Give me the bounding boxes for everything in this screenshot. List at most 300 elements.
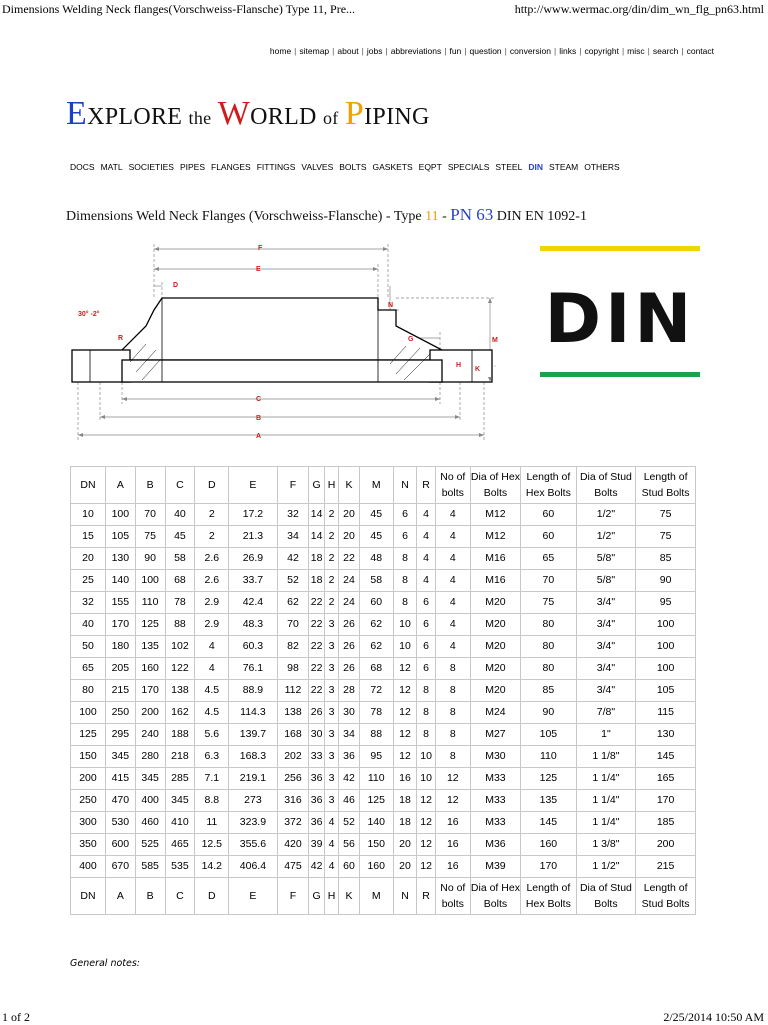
table-cell: 45 bbox=[165, 526, 195, 548]
column-header-b: B bbox=[135, 467, 165, 504]
table-cell: 400 bbox=[135, 790, 165, 812]
table-cell: 323.9 bbox=[229, 812, 277, 834]
table-cell: 52 bbox=[277, 570, 309, 592]
table-cell: 20 bbox=[71, 548, 106, 570]
column-footer-length-of-stud-bolts: Length of Stud Bolts bbox=[636, 878, 696, 915]
table-cell: 2.6 bbox=[195, 570, 229, 592]
table-cell: 70 bbox=[521, 570, 577, 592]
table-cell: 1/2" bbox=[576, 526, 636, 548]
catnav-bolts[interactable]: BOLTS bbox=[339, 162, 367, 172]
table-cell: 26.9 bbox=[229, 548, 277, 570]
table-cell: 2 bbox=[324, 526, 338, 548]
table-cell: 6 bbox=[417, 658, 436, 680]
table-cell: 10 bbox=[71, 504, 106, 526]
table-row bbox=[71, 548, 696, 570]
table-cell: 8 bbox=[435, 658, 470, 680]
category-nav bbox=[70, 162, 626, 172]
logo-world-initial: W bbox=[217, 95, 251, 132]
table-cell: 125 bbox=[71, 724, 106, 746]
table-cell: 4 bbox=[195, 636, 229, 658]
table-cell: 98 bbox=[277, 658, 309, 680]
table-cell: 400 bbox=[71, 856, 106, 878]
table-cell: 3 bbox=[324, 768, 338, 790]
table-cell: 80 bbox=[71, 680, 106, 702]
table-cell: 60 bbox=[339, 856, 360, 878]
table-cell: M20 bbox=[470, 614, 520, 636]
table-cell: 70 bbox=[135, 504, 165, 526]
table-cell: 40 bbox=[165, 504, 195, 526]
nav-separator: | bbox=[294, 46, 297, 56]
column-header-g: G bbox=[309, 467, 324, 504]
column-header-length-of-stud-bolts: Length of Stud Bolts bbox=[636, 467, 696, 504]
site-logo[interactable] bbox=[66, 95, 430, 133]
table-cell: 22 bbox=[309, 658, 324, 680]
table-cell: 105 bbox=[521, 724, 577, 746]
table-cell: M16 bbox=[470, 570, 520, 592]
table-cell: 168.3 bbox=[229, 746, 277, 768]
table-cell: 415 bbox=[105, 768, 135, 790]
table-cell: 2 bbox=[324, 548, 338, 570]
print-footer bbox=[0, 1008, 768, 1024]
table-cell: 200 bbox=[135, 702, 165, 724]
label-G: G bbox=[408, 336, 414, 343]
topnav-copyright[interactable]: copyright bbox=[584, 46, 619, 56]
table-cell: 21.3 bbox=[229, 526, 277, 548]
column-header-n: N bbox=[393, 467, 417, 504]
table-row bbox=[71, 680, 696, 702]
table-cell: 3/4" bbox=[576, 636, 636, 658]
nav-separator: | bbox=[579, 46, 582, 56]
table-cell: 135 bbox=[135, 636, 165, 658]
table-cell: 50 bbox=[71, 636, 106, 658]
table-cell: 2 bbox=[195, 504, 229, 526]
table-cell: 40 bbox=[71, 614, 106, 636]
table-cell: 36 bbox=[339, 746, 360, 768]
table-cell: 100 bbox=[636, 658, 696, 680]
catnav-specials[interactable]: SPECIALS bbox=[447, 162, 490, 172]
column-header-e: E bbox=[229, 467, 277, 504]
table-cell: M20 bbox=[470, 658, 520, 680]
table-cell: 295 bbox=[105, 724, 135, 746]
table-cell: 218 bbox=[165, 746, 195, 768]
table-cell: 1" bbox=[576, 724, 636, 746]
table-cell: 95 bbox=[359, 746, 393, 768]
table-cell: 30 bbox=[309, 724, 324, 746]
table-cell: 45 bbox=[359, 526, 393, 548]
column-footer-n: N bbox=[393, 878, 417, 915]
column-header-h: H bbox=[324, 467, 338, 504]
column-header-no-of-bolts: No of bolts bbox=[435, 467, 470, 504]
table-cell: 26 bbox=[339, 636, 360, 658]
print-page-url[interactable]: http://www.wermac.org/din/dim_wn_flg_pn63.html bbox=[514, 2, 764, 16]
table-cell: 215 bbox=[105, 680, 135, 702]
catnav-gaskets[interactable]: GASKETS bbox=[372, 162, 413, 172]
table-cell: 145 bbox=[636, 746, 696, 768]
table-cell: 8 bbox=[417, 702, 436, 724]
table-cell: 530 bbox=[105, 812, 135, 834]
nav-separator: | bbox=[621, 46, 625, 56]
table-cell: 12 bbox=[393, 702, 417, 724]
table-row bbox=[71, 636, 696, 658]
table-cell: 170 bbox=[135, 680, 165, 702]
table-cell: 135 bbox=[521, 790, 577, 812]
catnav-matl[interactable]: MATL bbox=[100, 162, 123, 172]
label-E: E bbox=[256, 266, 261, 273]
table-cell: 39 bbox=[309, 834, 324, 856]
table-header-row bbox=[71, 467, 696, 504]
din-logo bbox=[540, 244, 700, 378]
topnav-misc[interactable]: misc bbox=[627, 46, 645, 56]
table-cell: 3 bbox=[324, 746, 338, 768]
label-angle: 30° -2° bbox=[78, 311, 100, 318]
table-row bbox=[71, 746, 696, 768]
topnav-search[interactable]: search bbox=[652, 46, 679, 56]
table-cell: 22 bbox=[309, 636, 324, 658]
table-cell: 10 bbox=[417, 746, 436, 768]
title-prefix: Dimensions Weld Neck Flanges (Vorschweiss-Flansche) - Type bbox=[66, 209, 426, 224]
table-cell: 122 bbox=[165, 658, 195, 680]
topnav-jobs[interactable]: jobs bbox=[366, 46, 383, 56]
table-cell: 285 bbox=[165, 768, 195, 790]
table-cell: 2.6 bbox=[195, 548, 229, 570]
table-cell: 90 bbox=[135, 548, 165, 570]
table-cell: M20 bbox=[470, 680, 520, 702]
table-body bbox=[71, 504, 696, 878]
table-cell: 165 bbox=[636, 768, 696, 790]
table-cell: 4 bbox=[435, 548, 470, 570]
flange-dimension-diagram bbox=[60, 240, 520, 450]
table-cell: 12 bbox=[435, 768, 470, 790]
table-cell: 76.1 bbox=[229, 658, 277, 680]
table-row bbox=[71, 702, 696, 724]
table-cell: 18 bbox=[309, 570, 324, 592]
table-cell: 3/4" bbox=[576, 592, 636, 614]
label-A: A bbox=[256, 433, 262, 440]
column-header-c: C bbox=[165, 467, 195, 504]
table-cell: 4.5 bbox=[195, 702, 229, 724]
table-cell: 8 bbox=[435, 680, 470, 702]
column-footer-e: E bbox=[229, 878, 277, 915]
table-cell: 100 bbox=[636, 636, 696, 658]
table-cell: 1 1/4" bbox=[576, 812, 636, 834]
column-header-dia-of-hex-bolts: Dia of Hex Bolts bbox=[470, 467, 520, 504]
catnav-steel[interactable]: STEEL bbox=[495, 162, 523, 172]
topnav-links[interactable]: links bbox=[559, 46, 577, 56]
din-logo-text: DIN bbox=[544, 280, 696, 359]
table-cell: 17.2 bbox=[229, 504, 277, 526]
table-cell: 8 bbox=[393, 570, 417, 592]
topnav-question[interactable]: question bbox=[469, 46, 502, 56]
table-cell: 160 bbox=[359, 856, 393, 878]
topnav-about[interactable]: about bbox=[337, 46, 359, 56]
table-cell: 14.2 bbox=[195, 856, 229, 878]
column-header-length-of-hex-bolts: Length of Hex Bolts bbox=[521, 467, 577, 504]
table-cell: 4 bbox=[324, 834, 338, 856]
table-cell: 20 bbox=[393, 834, 417, 856]
table-cell: 26 bbox=[309, 702, 324, 724]
column-header-r: R bbox=[417, 467, 436, 504]
label-N: N bbox=[388, 302, 394, 309]
table-cell: 345 bbox=[105, 746, 135, 768]
column-footer-dia-of-stud-bolts: Dia of Stud Bolts bbox=[576, 878, 636, 915]
table-cell: 60 bbox=[521, 526, 577, 548]
table-cell: 6 bbox=[417, 636, 436, 658]
catnav-pipes[interactable]: PIPES bbox=[179, 162, 205, 172]
table-cell: 58 bbox=[165, 548, 195, 570]
catnav-valves[interactable]: VALVES bbox=[301, 162, 334, 172]
table-cell: 406.4 bbox=[229, 856, 277, 878]
table-cell: 82 bbox=[277, 636, 309, 658]
table-cell: 114.3 bbox=[229, 702, 277, 724]
table-cell: 3 bbox=[324, 636, 338, 658]
label-B: B bbox=[256, 415, 262, 422]
catnav-fittings[interactable]: FITTINGS bbox=[256, 162, 296, 172]
nav-separator: | bbox=[681, 46, 684, 56]
table-cell: 60.3 bbox=[229, 636, 277, 658]
table-cell: 10 bbox=[393, 636, 417, 658]
table-cell: 34 bbox=[339, 724, 360, 746]
table-cell: 12 bbox=[393, 658, 417, 680]
topnav-fun[interactable]: fun bbox=[449, 46, 462, 56]
table-cell: 48 bbox=[359, 548, 393, 570]
table-cell: 16 bbox=[435, 856, 470, 878]
table-cell: 68 bbox=[359, 658, 393, 680]
table-cell: 36 bbox=[309, 812, 324, 834]
title-dash: - bbox=[438, 209, 451, 224]
table-cell: 150 bbox=[359, 834, 393, 856]
table-row bbox=[71, 592, 696, 614]
table-cell: 85 bbox=[521, 680, 577, 702]
catnav-steam[interactable]: STEAM bbox=[548, 162, 579, 172]
column-footer-length-of-hex-bolts: Length of Hex Bolts bbox=[521, 878, 577, 915]
table-cell: 56 bbox=[339, 834, 360, 856]
table-cell: 78 bbox=[359, 702, 393, 724]
table-cell: 1 3/8" bbox=[576, 834, 636, 856]
table-cell: 410 bbox=[165, 812, 195, 834]
table-cell: 1 1/8" bbox=[576, 746, 636, 768]
nav-separator: | bbox=[553, 46, 557, 56]
table-cell: 3 bbox=[324, 724, 338, 746]
nav-separator: | bbox=[332, 46, 335, 56]
table-row bbox=[71, 834, 696, 856]
table-cell: 7.1 bbox=[195, 768, 229, 790]
topnav-home[interactable]: home bbox=[269, 46, 292, 56]
table-cell: 42 bbox=[309, 856, 324, 878]
table-cell: 168 bbox=[277, 724, 309, 746]
table-cell: 470 bbox=[105, 790, 135, 812]
label-M: M bbox=[492, 337, 498, 344]
table-cell: 250 bbox=[71, 790, 106, 812]
nav-separator: | bbox=[464, 46, 467, 56]
column-footer-r: R bbox=[417, 878, 436, 915]
nav-separator: | bbox=[647, 46, 650, 56]
column-header-dia-of-stud-bolts: Dia of Stud Bolts bbox=[576, 467, 636, 504]
table-cell: 18 bbox=[393, 790, 417, 812]
table-row bbox=[71, 526, 696, 548]
table-cell: 80 bbox=[521, 636, 577, 658]
table-cell: 256 bbox=[277, 768, 309, 790]
print-page-title: Dimensions Welding Neck flanges(Vorschweiss-Flansche) Type 11, Pre... bbox=[2, 2, 356, 16]
table-cell: 6 bbox=[393, 504, 417, 526]
catnav-eqpt[interactable]: EQPT bbox=[418, 162, 442, 172]
table-cell: 12 bbox=[393, 724, 417, 746]
table-cell: 140 bbox=[105, 570, 135, 592]
table-cell: 188 bbox=[165, 724, 195, 746]
table-cell: 70 bbox=[277, 614, 309, 636]
table-cell: 10 bbox=[393, 614, 417, 636]
table-cell: 525 bbox=[135, 834, 165, 856]
table-cell: 4.5 bbox=[195, 680, 229, 702]
table-cell: 2 bbox=[324, 592, 338, 614]
catnav-docs[interactable]: DOCS bbox=[70, 162, 95, 172]
column-footer-d: D bbox=[195, 878, 229, 915]
table-cell: 125 bbox=[359, 790, 393, 812]
table-cell: 100 bbox=[71, 702, 106, 724]
column-footer-f: F bbox=[277, 878, 309, 915]
table-cell: 162 bbox=[165, 702, 195, 724]
table-cell: 316 bbox=[277, 790, 309, 812]
table-cell: 62 bbox=[359, 636, 393, 658]
table-cell: 46 bbox=[339, 790, 360, 812]
table-cell: 88.9 bbox=[229, 680, 277, 702]
table-cell: 185 bbox=[636, 812, 696, 834]
table-cell: 200 bbox=[636, 834, 696, 856]
title-type-number: 11 bbox=[425, 209, 439, 224]
column-footer-no-of-bolts: No of bolts bbox=[435, 878, 470, 915]
table-cell: 12 bbox=[417, 812, 436, 834]
table-cell: 3 bbox=[324, 658, 338, 680]
table-cell: 12.5 bbox=[195, 834, 229, 856]
table-cell: 12 bbox=[417, 856, 436, 878]
topnav-contact[interactable]: contact bbox=[686, 46, 714, 56]
table-cell: M30 bbox=[470, 746, 520, 768]
table-cell: 155 bbox=[105, 592, 135, 614]
din-logo-top-bar bbox=[540, 246, 700, 251]
table-cell: 102 bbox=[165, 636, 195, 658]
table-cell: 18 bbox=[393, 812, 417, 834]
table-row bbox=[71, 724, 696, 746]
column-header-f: F bbox=[277, 467, 309, 504]
table-cell: 200 bbox=[71, 768, 106, 790]
table-cell: 4 bbox=[417, 526, 436, 548]
table-cell: 95 bbox=[636, 592, 696, 614]
table-cell: 12 bbox=[417, 790, 436, 812]
column-header-a: A bbox=[105, 467, 135, 504]
table-cell: 4 bbox=[417, 548, 436, 570]
title-pressure-nominal: PN 63 bbox=[450, 205, 494, 224]
catnav-flanges[interactable]: FLANGES bbox=[211, 162, 251, 172]
table-cell: 3 bbox=[324, 790, 338, 812]
nav-separator: | bbox=[361, 46, 364, 56]
table-cell: 36 bbox=[309, 790, 324, 812]
table-cell: 8 bbox=[393, 548, 417, 570]
table-cell: 8 bbox=[417, 680, 436, 702]
table-cell: 2 bbox=[195, 526, 229, 548]
column-footer-b: B bbox=[135, 878, 165, 915]
table-cell: 4 bbox=[435, 592, 470, 614]
page-title bbox=[66, 205, 587, 225]
table-cell: 3/4" bbox=[576, 680, 636, 702]
table-cell: 160 bbox=[521, 834, 577, 856]
label-H: H bbox=[456, 362, 462, 369]
label-D: D bbox=[173, 282, 179, 289]
table-cell: 420 bbox=[277, 834, 309, 856]
table-cell: 350 bbox=[71, 834, 106, 856]
table-cell: 170 bbox=[521, 856, 577, 878]
table-row bbox=[71, 570, 696, 592]
table-cell: M33 bbox=[470, 812, 520, 834]
table-cell: 4 bbox=[417, 504, 436, 526]
table-cell: 140 bbox=[359, 812, 393, 834]
table-cell: 62 bbox=[277, 592, 309, 614]
table-cell: 100 bbox=[636, 614, 696, 636]
table-cell: 32 bbox=[71, 592, 106, 614]
table-cell: M33 bbox=[470, 768, 520, 790]
table-cell: 60 bbox=[359, 592, 393, 614]
table-row bbox=[71, 812, 696, 834]
table-cell: 3 bbox=[324, 702, 338, 724]
table-cell: 12 bbox=[435, 790, 470, 812]
table-cell: 273 bbox=[229, 790, 277, 812]
catnav-others[interactable]: OTHERS bbox=[584, 162, 620, 172]
logo-the: the bbox=[188, 108, 212, 128]
table-row bbox=[71, 768, 696, 790]
logo-explore-rest: XPLORE bbox=[87, 104, 183, 130]
table-cell: 34 bbox=[277, 526, 309, 548]
table-cell: 15 bbox=[71, 526, 106, 548]
topnav-abbreviations[interactable]: abbreviations bbox=[390, 46, 442, 56]
table-cell: 7/8" bbox=[576, 702, 636, 724]
table-cell: 105 bbox=[636, 680, 696, 702]
table-cell: 250 bbox=[105, 702, 135, 724]
table-cell: 145 bbox=[521, 812, 577, 834]
catnav-din[interactable]: DIN bbox=[528, 162, 543, 172]
logo-world-rest: ORLD bbox=[250, 104, 317, 130]
column-footer-dia-of-hex-bolts: Dia of Hex Bolts bbox=[470, 878, 520, 915]
table-cell: 6 bbox=[417, 592, 436, 614]
table-cell: 68 bbox=[165, 570, 195, 592]
topnav-conversion[interactable]: conversion bbox=[509, 46, 551, 56]
table-cell: 4 bbox=[435, 614, 470, 636]
table-cell: 10 bbox=[417, 768, 436, 790]
table-cell: 6 bbox=[417, 614, 436, 636]
table-cell: 33 bbox=[309, 746, 324, 768]
table-cell: 16 bbox=[435, 812, 470, 834]
table-cell: 100 bbox=[105, 504, 135, 526]
table-cell: 12 bbox=[417, 834, 436, 856]
table-cell: 75 bbox=[521, 592, 577, 614]
table-cell: 22 bbox=[309, 614, 324, 636]
table-cell: M27 bbox=[470, 724, 520, 746]
table-cell: 75 bbox=[636, 526, 696, 548]
catnav-societies[interactable]: SOCIETIES bbox=[128, 162, 174, 172]
topnav-sitemap[interactable]: sitemap bbox=[299, 46, 330, 56]
column-header-m: M bbox=[359, 467, 393, 504]
table-cell: 36 bbox=[309, 768, 324, 790]
table-header bbox=[71, 467, 696, 504]
table-cell: 5/8" bbox=[576, 570, 636, 592]
table-cell: 5/8" bbox=[576, 548, 636, 570]
table-cell: 4 bbox=[324, 856, 338, 878]
table-cell: 115 bbox=[636, 702, 696, 724]
table-cell: 170 bbox=[636, 790, 696, 812]
table-row bbox=[71, 658, 696, 680]
table-cell: 150 bbox=[71, 746, 106, 768]
table-cell: 42.4 bbox=[229, 592, 277, 614]
table-cell: 1/2" bbox=[576, 504, 636, 526]
table-cell: 130 bbox=[636, 724, 696, 746]
nav-separator: | bbox=[444, 46, 447, 56]
